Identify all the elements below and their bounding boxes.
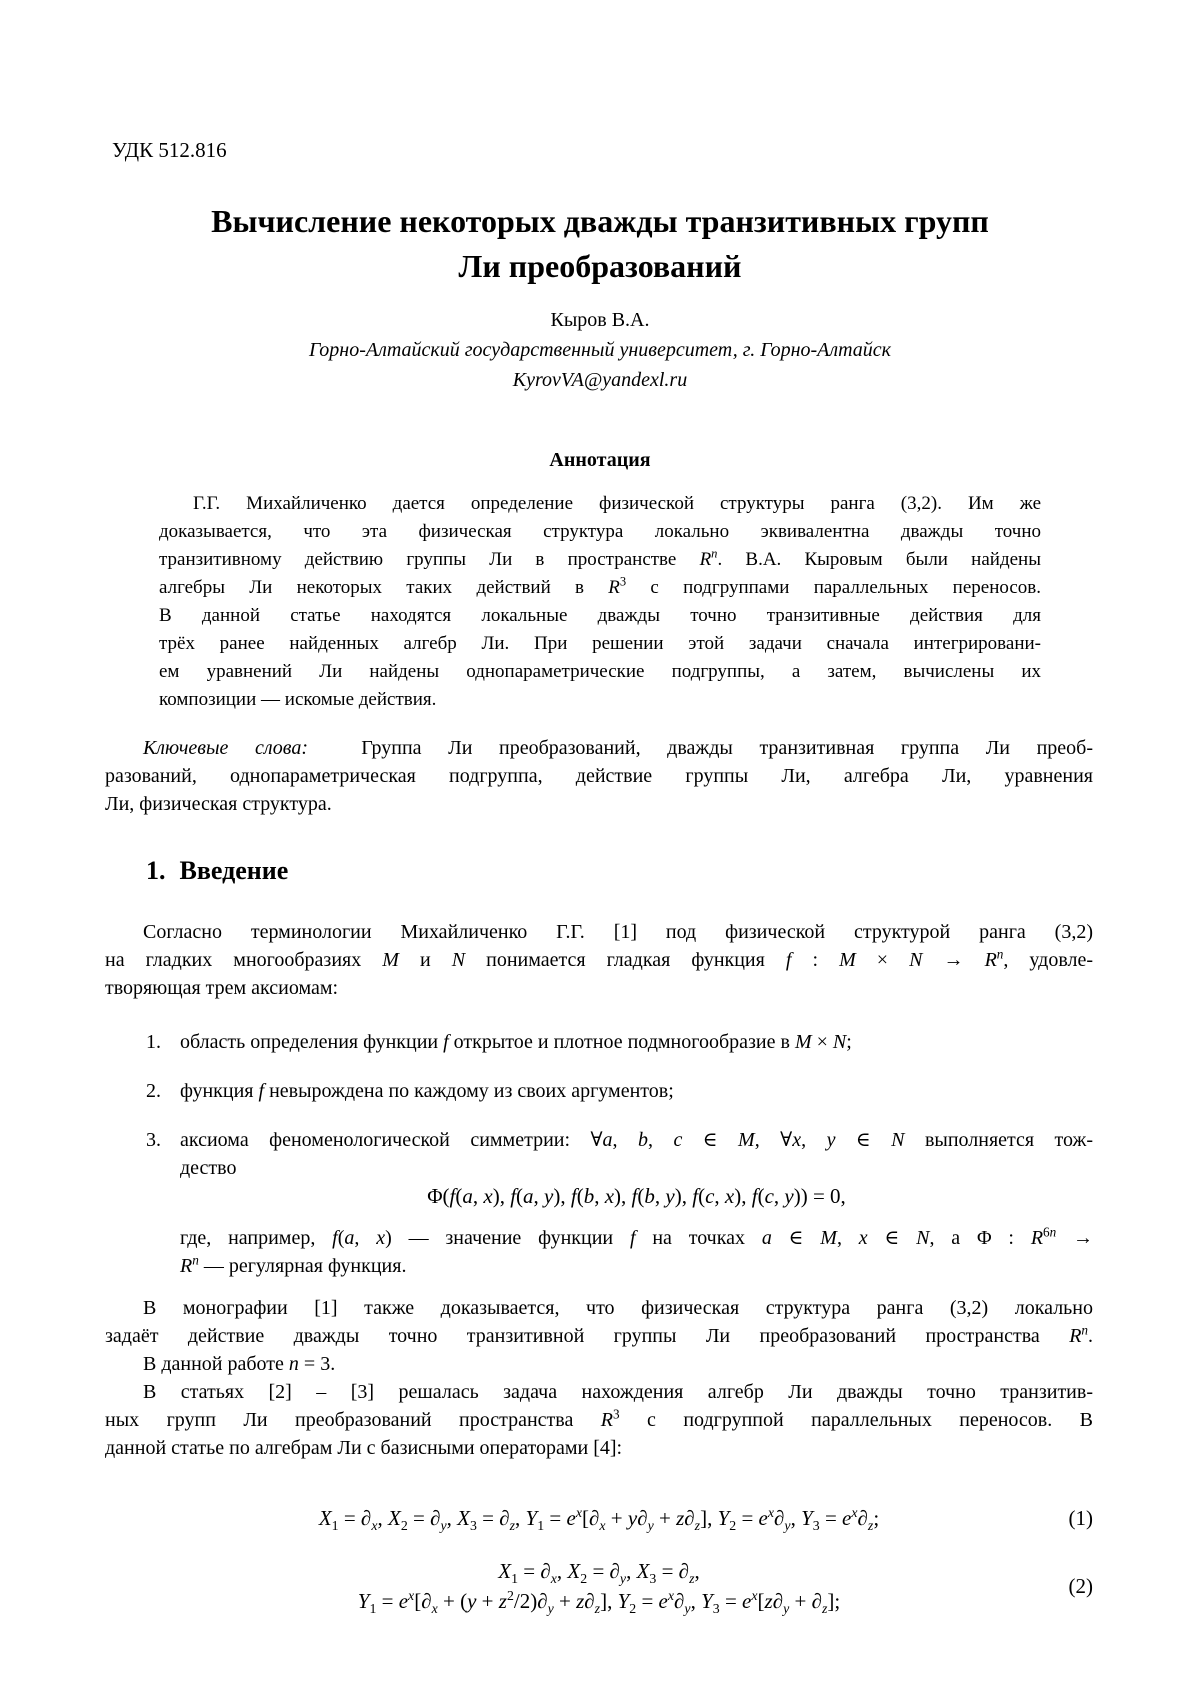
item-number: 2. (146, 1080, 161, 1102)
keywords-line: разований, однопараметрическая подгруппа, действие группы Ли, алгебра Ли, уравнения (105, 765, 1093, 787)
equation-2-number: (2) (1068, 1574, 1093, 1598)
affiliation: Горно-Алтайский государственный университет, г. Горно-Алтайск (308, 339, 892, 361)
abstract-line: композиции — искомые действия. (159, 689, 437, 710)
item-number: 1. (146, 1031, 161, 1053)
item-text: дество (180, 1157, 237, 1179)
paper-title (0, 199, 1200, 289)
item-text: аксиома феноменологической симметрии: ∀a, b, c ∈ M, ∀x, y ∈ N выполняется тож- (180, 1129, 1094, 1151)
author-name: Кыров В.А. (550, 309, 650, 331)
text-line: $R^n$ — регулярная функция. (180, 1252, 407, 1277)
abstract-line: В данной статье находятся локальные дважды точно транзитивные действия для (159, 605, 1041, 626)
paper-title-line-2: Ли преобразований (458, 248, 742, 284)
abstract-line: ем уравнений Ли найдены однопараметрические подгруппы, а затем, вычислены их (159, 661, 1041, 682)
text-line: данной статье по алгебрам Ли с базисными операторами [4]: (105, 1437, 623, 1459)
monograph-paragraph (105, 1294, 1093, 1350)
text-line: В монографии [1] также доказывается, что физическая структура ранга (3,2) локально (143, 1297, 1093, 1319)
keywords-line: Ключевые слова: Группа Ли преобразований, дважды транзитивная группа Ли преоб- (143, 737, 1093, 759)
text-line: Согласно терминологии Михайличенко Г.Г. [1] под физической структурой ранга (3,2) (143, 921, 1093, 943)
text-line: творяющая трем аксиомам: (105, 977, 339, 999)
text-line: где, например, f(a, x) — значение функции f на точках a ∈ M, x ∈ N, а Φ : $R^{6n}$ → (180, 1224, 1094, 1249)
text-line: В статьях [2] – [3] решалась задача нахождения алгебр Ли дважды точно транзитив- (143, 1381, 1093, 1403)
paper-title-line-1: Вычисление некоторых дважды транзитивных групп (211, 203, 989, 239)
intro-paragraph (105, 918, 1093, 1002)
item-text: область определения функции f открытое и плотное подмногообразие в M × N; (180, 1031, 852, 1053)
formula-explanation (180, 1224, 1093, 1280)
keywords-line: Ли, физическая структура. (105, 793, 332, 815)
articles-paragraph (105, 1378, 1093, 1462)
abstract-line: транзитивному действию группы Ли в пространстве $R^n$. В.А. Кыровым были найдены (159, 546, 1041, 570)
phi-display-formula: Φ(f(a, x), f(a, y), f(b, x), f(b, y), f(c, x), f(c, y)) = 0, (427, 1184, 846, 1208)
udc-code: УДК 512.816 (112, 138, 227, 162)
text-line: ных групп Ли преобразований пространства $R^3$ с подгруппой параллельных переносов. В (105, 1406, 1094, 1431)
axiom-list-item-3 (146, 1126, 1093, 1182)
equation-2-line-2: $Y_1 = e^x[\partial_x + (y + z^2/2)\partial_y + z\partial_z]$, $Y_2 = e^x\partial_y$, $Y_3 = e^x[z\partial_y + \partial_z]$; (357, 1588, 841, 1617)
keywords-block (105, 734, 1093, 818)
abstract-line: алгебры Ли некоторых таких действий в $R^3$ с подгруппами параллельных переносов. (159, 574, 1041, 598)
item-number: 3. (146, 1129, 161, 1151)
abstract-line: трёх ранее найденных алгебр Ли. При решении этой задачи сначала интегрировани- (159, 633, 1041, 654)
abstract-line: доказывается, что эта физическая структура локально эквивалентна дважды точно (159, 521, 1041, 542)
axiom-list-item-2 (146, 1077, 1093, 1105)
equation-2-line-1: $X_1 = \partial_x$, $X_2 = \partial_y$, $X_3 = \partial_z$, (498, 1559, 700, 1587)
abstract-line: Г.Г. Михайличенко дается определение физической структуры ранга (3,2). Им же (193, 493, 1041, 514)
n-equals-3-paragraph: В данной работе n = 3. (143, 1353, 336, 1375)
abstract-block (159, 490, 1041, 714)
text-line: задаёт действие дважды точно транзитивной группы Ли преобразований пространства $R^n$. (105, 1322, 1093, 1347)
equation-2 (105, 1556, 1093, 1616)
abstract-heading: Аннотация (549, 449, 651, 471)
equation-1: $X_1 = \partial_x$, $X_2 = \partial_y$, $X_3 = \partial_z$, $Y_1 = e^x[\partial_x + y\partial_y + z\partial_z]$, $Y_2 = e^x\partial_y$, $Y_3 = e^x\partial_z$; (318, 1505, 880, 1534)
item-text: функция f невырождена по каждому из своих аргументов; (180, 1080, 674, 1102)
section-heading (146, 856, 288, 886)
email-address: KyrovVA@yandexl.ru (512, 369, 688, 391)
axiom-list-item-1 (146, 1028, 1093, 1056)
section-number: 1. (146, 856, 166, 885)
section-title: Введение (179, 856, 289, 885)
text-line: на гладких многообразиях M и N понимается гладкая функция f : $M \times N \to R^n$, удовле- (105, 946, 1094, 971)
equation-1-number: (1) (1068, 1506, 1093, 1530)
